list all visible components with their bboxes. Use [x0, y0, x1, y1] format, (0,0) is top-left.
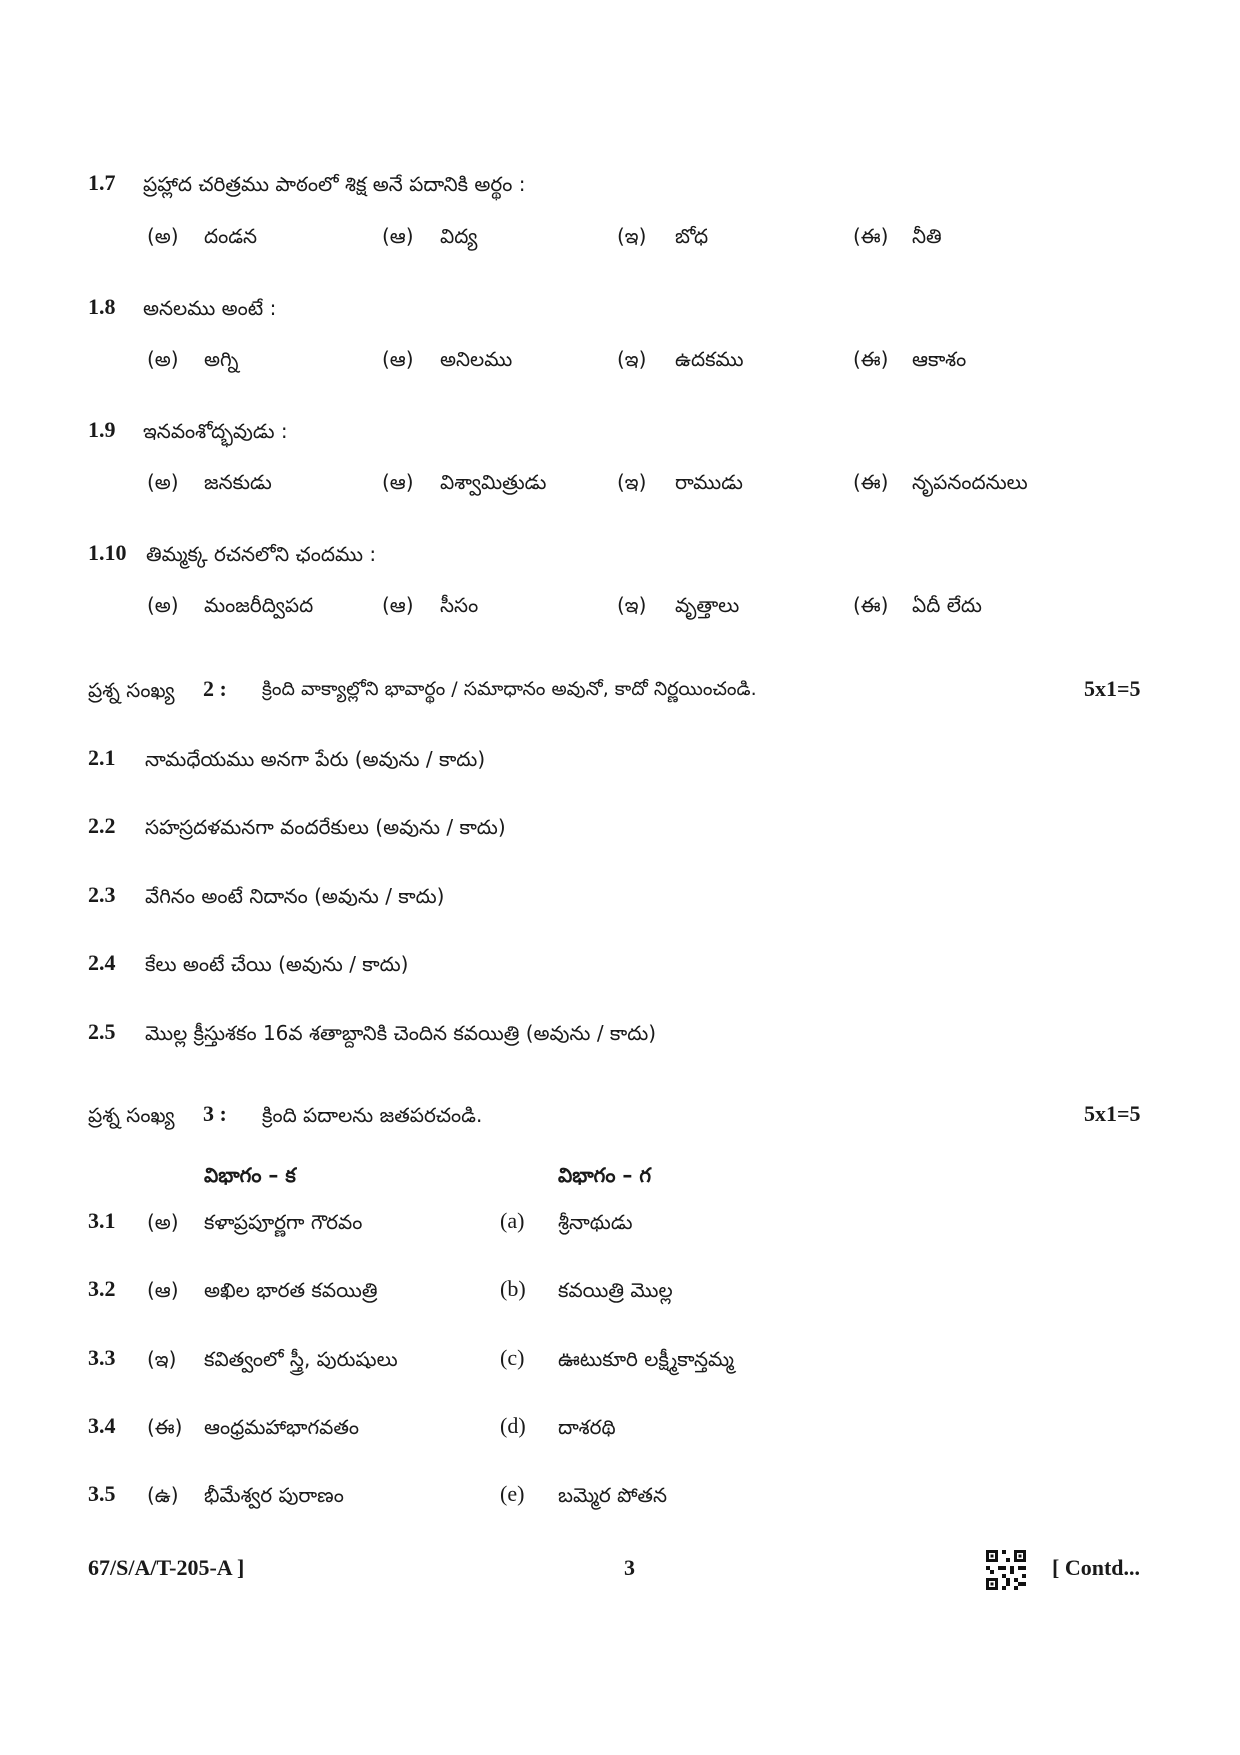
section-label: ప్రశ్న సంఖ్య	[88, 678, 175, 702]
option-text: నృపనందనులు	[912, 470, 1028, 494]
section-instruction: క్రింది వాక్యాల్లోని భావార్థం / సమాధానం అవునో, కాదో నిర్ణయించండి.	[262, 678, 757, 700]
match-right-text: ఊటుకూరి లక్ష్మీకాన్తమ్మ	[558, 1347, 734, 1371]
option-marker: (అ)	[147, 470, 179, 494]
qr-code-icon	[986, 1550, 1026, 1590]
option-text: నీతి	[912, 224, 942, 248]
option-text: ఉదకము	[675, 347, 744, 371]
option-marker: (ఆ)	[382, 470, 414, 494]
question-text: ప్రహ్లాద చరిత్రము పాఠంలో శిక్ష అనే పదానికి అర్థం :	[143, 172, 526, 196]
question-text: ఇనవంశోద్భవుడు :	[143, 419, 288, 443]
option-text: రాముడు	[675, 470, 743, 494]
match-right-marker: (e)	[500, 1481, 525, 1506]
option-text: అగ్ని	[204, 347, 239, 371]
option-text: విశ్వామిత్రుడు	[440, 470, 547, 494]
option-marker: (అ)	[147, 347, 179, 371]
match-left-text: ఆంధ్రమహాభాగవతం	[204, 1415, 360, 1439]
match-marker: (ఉ)	[147, 1483, 179, 1507]
section-instruction: క్రింది పదాలను జతపరచండి.	[262, 1103, 483, 1127]
question-number: 1.10	[88, 540, 127, 565]
item-text: నామధేయము అనగా పేరు (అవును / కాదు)	[145, 747, 486, 771]
column-b-heading: విభాగం – గ	[558, 1163, 652, 1187]
option-marker: (అ)	[147, 224, 179, 248]
option-text: బోధ	[675, 224, 709, 248]
option-marker: (ఆ)	[382, 347, 414, 371]
item-text: కేలు అంటే చేయి (అవును / కాదు)	[145, 952, 409, 976]
item-text: వేగినం అంటే నిదానం (అవును / కాదు)	[145, 884, 445, 908]
option-marker: (ఇ)	[617, 224, 647, 248]
option-marker: (ఈ)	[853, 470, 889, 494]
option-marker: (ఈ)	[853, 347, 889, 371]
option-text: ఏదీ లేదు	[912, 593, 982, 617]
match-left-text: అఖిల భారత కవయిత్రి	[204, 1278, 378, 1302]
option-text: సీసం	[440, 593, 479, 617]
match-marker: (ఇ)	[147, 1347, 177, 1371]
match-right-marker: (b)	[500, 1276, 526, 1301]
item-text: సహస్రదళమనగా వందరేకులు (అవును / కాదు)	[145, 815, 506, 839]
page-number: 3	[624, 1555, 635, 1580]
match-right-text: బమ్మెర పోతన	[558, 1483, 668, 1507]
option-marker: (ఇ)	[617, 470, 647, 494]
match-number: 3.3	[88, 1345, 116, 1370]
option-text: దండన	[204, 224, 258, 248]
question-number: 1.7	[88, 170, 116, 195]
match-left-text: కళాప్రపూర్ణగా గౌరవం	[204, 1210, 363, 1234]
section-marks: 5x1=5	[1084, 676, 1141, 701]
option-marker: (అ)	[147, 593, 179, 617]
column-a-heading: విభాగం – క	[204, 1163, 296, 1187]
option-text: అనిలము	[440, 347, 513, 371]
section-number: 2 :	[203, 676, 227, 701]
match-right-marker: (c)	[500, 1345, 525, 1370]
continued-marker: [ Contd...	[1052, 1555, 1141, 1580]
item-number: 2.3	[88, 882, 116, 907]
section-number: 3 :	[203, 1101, 227, 1126]
section-label: ప్రశ్న సంఖ్య	[88, 1103, 175, 1127]
section-marks: 5x1=5	[1084, 1101, 1141, 1126]
option-marker: (ఆ)	[382, 593, 414, 617]
match-right-marker: (a)	[500, 1208, 525, 1233]
option-marker: (ఈ)	[853, 224, 889, 248]
match-left-text: కవిత్వంలో స్త్రీ, పురుషులు	[204, 1347, 398, 1371]
item-number: 2.4	[88, 950, 116, 975]
option-text: ఆకాశం	[912, 347, 967, 371]
match-marker: (అ)	[147, 1210, 179, 1234]
match-right-marker: (d)	[500, 1413, 526, 1438]
option-marker: (ఆ)	[382, 224, 414, 248]
option-text: వృత్తాలు	[675, 593, 740, 617]
match-number: 3.4	[88, 1413, 116, 1438]
question-text: అనలము అంటే :	[143, 296, 277, 320]
item-text: మొల్ల క్రీస్తుశకం 16వ శతాబ్దానికి చెందిన కవయిత్రి (అవును / కాదు)	[145, 1021, 657, 1045]
question-text: తిమ్మక్క రచనలోని ఛందము :	[146, 542, 377, 566]
question-number: 1.9	[88, 417, 116, 442]
option-text: విద్య	[440, 224, 478, 248]
match-marker: (ఈ)	[147, 1415, 183, 1439]
option-marker: (ఇ)	[617, 347, 647, 371]
option-text: మంజరీద్విపద	[204, 593, 314, 617]
match-right-text: శ్రీనాథుడు	[558, 1210, 633, 1234]
match-number: 3.1	[88, 1208, 116, 1233]
match-marker: (ఆ)	[147, 1278, 179, 1302]
match-number: 3.2	[88, 1276, 116, 1301]
option-marker: (ఈ)	[853, 593, 889, 617]
match-left-text: భీమేశ్వర పురాణం	[204, 1483, 344, 1507]
match-right-text: దాశరథి	[558, 1415, 616, 1439]
option-text: జనకుడు	[204, 470, 272, 494]
item-number: 2.1	[88, 745, 116, 770]
option-marker: (ఇ)	[617, 593, 647, 617]
match-number: 3.5	[88, 1481, 116, 1506]
paper-code: 67/S/A/T-205-A ]	[88, 1555, 245, 1580]
question-number: 1.8	[88, 294, 116, 319]
item-number: 2.5	[88, 1019, 116, 1044]
match-right-text: కవయిత్రి మొల్ల	[558, 1278, 673, 1302]
item-number: 2.2	[88, 813, 116, 838]
